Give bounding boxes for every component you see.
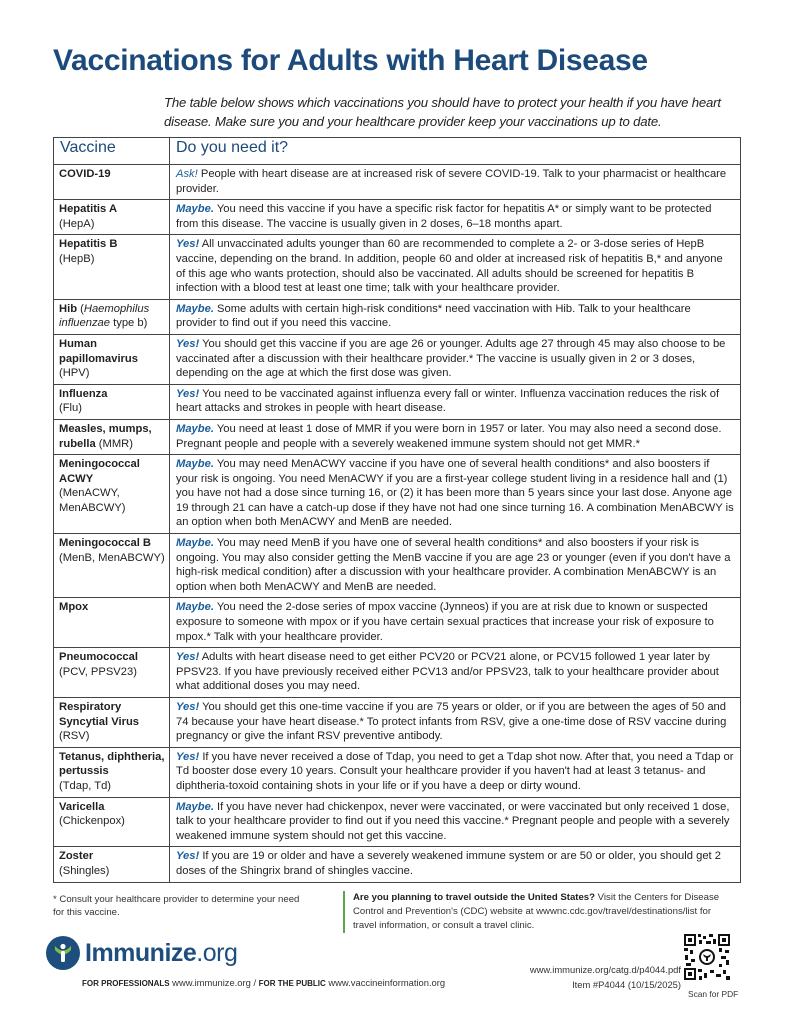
vaccine-abbreviation: (MMR)	[98, 437, 133, 450]
vaccine-name-cell	[54, 455, 170, 534]
recommendation-cell	[170, 648, 741, 698]
footer-links	[82, 977, 445, 988]
vaccine-name-cell	[54, 419, 170, 454]
vaccine-name: Pneumococcal	[59, 651, 138, 664]
recommendation-cell	[170, 384, 741, 419]
recommendation-cell	[170, 455, 741, 534]
answer-badge: Maybe.	[176, 537, 214, 550]
immunize-logo-icon	[46, 936, 80, 970]
recommendation-text: You should get this one-time vaccine if you are 75 years or older, or if you are between the ages of 50 and 74 because your have heart disease.* To protect infants from RSV, give a one-time dose of RSV vaccine during pregnancy or give the infant RSV preventive antibody.	[176, 701, 727, 743]
recommendation-text: You need to be vaccinated against influenza every fall or winter. Influenza vaccination reduces the risk of heart attacks and strokes in people with heart disease.	[176, 387, 720, 415]
recommendation-text: If you are 19 or older and have a severely weakened immune system or are 50 or older, you should get 2 doses of the Shingrix brand of shingles vaccine.	[176, 850, 721, 877]
vaccine-name-cell	[54, 165, 170, 200]
recommendation-text: If you have never had chickenpox, never were vaccinated, or were vaccinated but only received 1 dose, talk to your healthcare provider to find out if you need this vaccine.* Pregnant people and people with a severely weakened immune system should not get this vaccine.	[176, 800, 730, 842]
vaccine-name: Tetanus, diphtheria, pertussis	[59, 750, 165, 778]
item-number: Item #P4044 (10/15/2025)	[572, 979, 681, 990]
vaccine-name-cell	[54, 747, 170, 797]
vaccine-name-cell	[54, 534, 170, 598]
vaccine-abbreviation: (HepA)	[59, 217, 95, 230]
answer-badge: Maybe.	[176, 601, 214, 614]
recommendation-text: You need at least 1 dose of MMR if you were born in 1957 or later. You may also need a second dose. Pregnant people and people with a severely weakened immune system should not get MMR.*	[176, 422, 722, 450]
answer-badge: Maybe.	[176, 302, 214, 315]
answer-badge: Maybe.	[176, 458, 214, 471]
recommendation-cell	[170, 419, 741, 454]
vaccine-name: Meningococcal B	[59, 537, 152, 550]
pdf-link[interactable]: www.immunize.org/catg.d/p4044.pdf	[529, 964, 681, 975]
answer-badge: Yes!	[176, 337, 200, 350]
table-row	[54, 698, 741, 748]
table-row	[54, 299, 741, 334]
table-row	[54, 648, 741, 698]
table-row	[54, 235, 741, 299]
recommendation-cell	[170, 165, 741, 200]
vaccine-abbreviation: (HepB)	[59, 252, 95, 265]
answer-badge: Yes!	[176, 750, 200, 763]
vaccine-abbreviation: (Tdap, Td)	[59, 779, 112, 792]
answer-badge: Yes!	[176, 238, 200, 251]
vaccine-abbreviation: (PCV, PPSV23)	[59, 665, 137, 678]
recommendation-text: You may need MenB if you have one of several health conditions* and also boosters if your risk is ongoing. You may also consider getting the MenB vaccine if you are age 23 or younger (even if you don't have a high-risk medical condition) after a discussion with your healthcare provider. A combination MenABCWY is an option when both MenACWY and MenB are needed.	[176, 537, 731, 593]
vaccine-name: Zoster	[59, 850, 94, 863]
vaccine-abbreviation: (Shingles)	[59, 864, 110, 877]
table-row	[54, 534, 741, 598]
answer-badge: Maybe.	[176, 203, 214, 216]
answer-badge: Yes!	[176, 850, 200, 863]
recommendation-text: If you have never received a dose of Tdap, you need to get a Tdap shot now. After that, you need a Tdap or Td booster dose every 10 years. Consult your healthcare provider if you haven't had at least 3 tetanus- and diphtheria-toxoid containing shots in your life or if you have a deep or dirty wound.	[176, 750, 734, 792]
vaccine-abbreviation: (RSV)	[59, 730, 90, 743]
vaccine-name: Meningococcal ACWY	[59, 458, 140, 485]
answer-badge: Yes!	[176, 701, 200, 713]
recommendation-text: All unvaccinated adults younger than 60 are recommended to complete a 2- or 3-dose series of HepB vaccine, depending on the brand. In addition, people 60 and older at increased risk of hepatitis B,* and anyone of this age who wants protection, should also be vaccinated. All adults should be screened for hepatitis B infection with a blood test at least one time; talk with your healthcare provider.	[176, 238, 723, 295]
recommendation-text: People with heart disease are at increased risk of severe COVID-19. Talk to your pharmacist or healthcare provider.	[176, 168, 727, 195]
vaccine-name-cell	[54, 299, 170, 334]
table-row	[54, 598, 741, 648]
public-link[interactable]: www.vaccineinformation.org	[328, 977, 446, 988]
travel-note-heading: Are you planning to travel outside the United States?	[353, 892, 596, 903]
link-separator: /	[253, 977, 257, 988]
table-header-row	[54, 138, 741, 165]
vaccine-name-cell	[54, 384, 170, 419]
footnote: * Consult your healthcare provider to determine your need for this vaccine.	[53, 894, 300, 918]
answer-badge: Maybe.	[176, 800, 214, 813]
vaccine-name: Hib	[59, 302, 78, 315]
vaccine-latin-name: Haemophilus influenzae	[59, 302, 150, 330]
vaccine-name-cell	[54, 847, 170, 882]
professionals-label: FOR PROFESSIONALS	[82, 979, 170, 988]
vaccine-name: Influenza	[59, 387, 108, 400]
vaccine-name-cell	[54, 598, 170, 648]
table-row	[54, 747, 741, 797]
answer-badge: Yes!	[176, 387, 200, 400]
vaccine-table	[53, 137, 741, 883]
vaccine-name: Hepatitis B	[59, 238, 118, 251]
vaccine-name-cell	[54, 797, 170, 847]
recommendation-text: You need the 2-dose series of mpox vaccine (Jynneos) if you are at risk due to known or suspected exposure to someone with mpox or if you have certain sexual practices that increase your risk of exposure to mpox.* Talk with your healthcare provider.	[176, 601, 714, 643]
vaccine-name-cell	[54, 235, 170, 299]
column-header-vaccine: Vaccine	[54, 138, 170, 165]
recommendation-text: You need this vaccine if you have a specific risk factor for hepatitis A* or simply want to be protected from this disease. The vaccine is usually given in 2 doses, 6–18 months apart.	[176, 203, 712, 230]
recommendation-cell	[170, 847, 741, 882]
recommendation-cell	[170, 534, 741, 598]
column-header-need: Do you need it?	[170, 138, 741, 165]
intro-text: The table below shows which vaccinations you should have to protect your health if you have heart disease. Make sure you and your healthcare provider keep your vaccinations up to date.	[164, 95, 721, 129]
public-label: FOR THE PUBLIC	[258, 979, 326, 988]
recommendation-cell	[170, 200, 741, 235]
vaccine-abbreviation: (MenB, MenABCWY)	[59, 551, 165, 564]
table-row	[54, 797, 741, 847]
recommendation-cell	[170, 797, 741, 847]
travel-note	[343, 891, 733, 933]
answer-badge: Maybe.	[176, 422, 214, 435]
table-row	[54, 847, 741, 882]
recommendation-text: Some adults with certain high-risk conditions* need vaccination with Hib. Talk to your healthcare provider to find out if you need this vaccine.	[176, 302, 691, 330]
vaccine-abbreviation: (MenACWY, MenABCWY)	[59, 487, 126, 514]
qr-code-icon[interactable]	[683, 933, 731, 981]
recommendation-text: Adults with heart disease need to get either PCV20 or PCV21 alone, or PCV15 followed 1 year later by PPSV23. If you have previously received either PCV13 and/or PPSV23, talk to your healthcare provider about what additional doses you may need.	[176, 651, 719, 693]
vaccine-abbreviation: type b)	[110, 317, 148, 330]
recommendation-cell	[170, 598, 741, 648]
vaccine-name: Hepatitis A	[59, 203, 118, 216]
item-reference	[530, 962, 681, 992]
table-row	[54, 334, 741, 384]
recommendation-cell	[170, 334, 741, 384]
vaccine-abbreviation-prefix: (	[77, 302, 84, 315]
recommendation-text: You should get this vaccine if you are age 26 or younger. Adults age 27 through 45 may also choose to be vaccinated after a discussion with their healthcare provider.* The vaccine is usually given in 2 or 3 doses, depending on the age at which the first dose was given.	[176, 337, 726, 380]
scan-label: Scan for PDF	[688, 989, 739, 999]
travel-note-text: Visit the Centers for Disease Control and Prevention's (CDC) website at wwwnc.cdc.gov/travel/destinations/list for travel information, or consult a travel clinic.	[353, 892, 720, 931]
vaccine-abbreviation: (HPV)	[59, 367, 90, 380]
immunize-logo-text: Immunize.org	[85, 938, 238, 967]
table-row	[54, 419, 741, 454]
vaccine-abbreviation: (Flu)	[59, 402, 82, 415]
table-row	[54, 165, 741, 200]
vaccine-name: Human papillomavirus	[59, 337, 138, 365]
vaccine-name-cell	[54, 334, 170, 384]
page-title: Vaccinations for Adults with Heart Disease	[53, 44, 648, 77]
answer-badge: Yes!	[176, 651, 200, 664]
vaccine-name: Varicella	[59, 800, 105, 813]
table-row	[54, 200, 741, 235]
vaccine-name: Respiratory Syncytial Virus	[59, 701, 140, 728]
vaccine-name: COVID-19	[59, 168, 111, 180]
vaccine-abbreviation: (Chickenpox)	[59, 815, 125, 828]
immunize-logo[interactable]	[46, 936, 237, 970]
vaccine-name: Mpox	[59, 601, 89, 614]
vaccine-name-cell	[54, 648, 170, 698]
table-row	[54, 455, 741, 534]
professionals-link[interactable]: www.immunize.org	[172, 977, 251, 988]
recommendation-text: You may need MenACWY vaccine if you have one of several health conditions* and also boosters if your risk is ongoing. You need MenACWY if you are a first-year college student living in a residence hall and (1) you have not had a dose since turning 16, or (2) it has been more than 5 years since your last dose. Anyone age 19 through 21 can have a catch-up dose if they have not had one since turning 16. A combination MenABCWY is an option when both MenACWY and MenB are needed.	[176, 458, 734, 529]
recommendation-cell	[170, 299, 741, 334]
vaccine-name-cell	[54, 200, 170, 235]
recommendation-cell	[170, 747, 741, 797]
answer-badge: Ask!	[176, 168, 198, 180]
recommendation-cell	[170, 698, 741, 748]
recommendation-cell	[170, 235, 741, 299]
vaccine-name-cell	[54, 698, 170, 748]
table-row	[54, 384, 741, 419]
vaccine-name: Measles, mumps, rubella	[59, 422, 152, 450]
